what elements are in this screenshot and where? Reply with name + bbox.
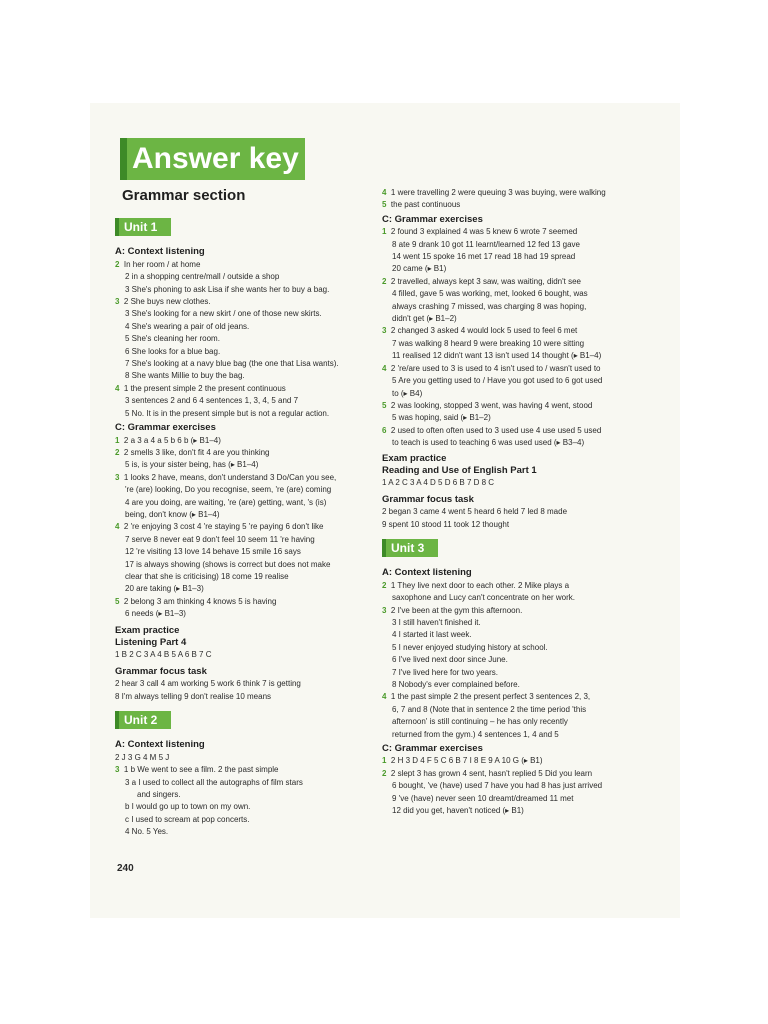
answer-line: 2 J 3 G 4 M 5 J bbox=[115, 752, 170, 762]
answer-line: 3 She's looking for a new skirt / one of those new skirts. bbox=[125, 309, 322, 319]
section-title: Grammar section bbox=[122, 187, 246, 204]
answer-line: to teach is used to teaching 6 was used used (▸ B3–4) bbox=[392, 438, 585, 448]
answer-line: 20 are taking (▸ B1–3) bbox=[125, 584, 204, 594]
unit2-context-heading: A: Context listening bbox=[115, 739, 205, 751]
answer-line: 4 2 're/are used to 3 is used to 4 isn't used to / wasn't used to bbox=[382, 363, 601, 373]
answer-line: 2 1 They live next door to each other. 2 Mike plays a bbox=[382, 580, 570, 590]
answer-line: saxophone and Lucy can't concentrate on her work. bbox=[392, 593, 575, 603]
answer-line: 14 went 15 spoke 16 met 17 read 18 had 19 spread bbox=[392, 252, 576, 262]
answer-line: 8 Nobody's ever complained before. bbox=[392, 680, 520, 690]
answer-line: 4 No. 5 Yes. bbox=[125, 827, 169, 837]
answer-line: 6 She looks for a blue bag. bbox=[125, 346, 221, 356]
answer-line: 2 In her room / at home bbox=[115, 259, 201, 269]
answer-line: 9 spent 10 stood 11 took 12 thought bbox=[382, 519, 510, 529]
left-column bbox=[115, 216, 375, 839]
listening-heading: Listening Part 4 bbox=[115, 637, 187, 648]
answer-line: c I used to scream at pop concerts. bbox=[125, 814, 250, 824]
answer-line: 6 needs (▸ B1–3) bbox=[125, 609, 186, 619]
answer-line: 2 2 smells 3 like, don't fit 4 are you thinking bbox=[115, 447, 270, 457]
answer-line: 5 No. It is in the present simple but is not a regular action. bbox=[125, 408, 330, 418]
answer-line: to (▸ B4) bbox=[392, 388, 423, 398]
reading-heading: Reading and Use of English Part 1 bbox=[382, 464, 537, 476]
right-column bbox=[382, 187, 652, 818]
answer-line: returned from the gym.) 4 sentences 1, 4 and 5 bbox=[392, 729, 559, 739]
answer-line: 12 did you get, haven't noticed (▸ B1) bbox=[392, 806, 524, 816]
answer-line: 3 sentences 2 and 6 4 sentences 1, 3, 4, 5 and 7 bbox=[125, 396, 299, 406]
answer-line: 3 2 She buys new clothes. bbox=[115, 297, 211, 307]
answer-line: b I would go up to town on my own. bbox=[125, 802, 251, 812]
answer-line: 5 is, is your sister being, has (▸ B1–4) bbox=[125, 460, 259, 470]
unit1-context-heading: A: Context listening bbox=[115, 246, 205, 258]
title-banner bbox=[120, 138, 305, 180]
answer-line: 1 2 a 3 a 4 a 5 b 6 b (▸ B1–4) bbox=[115, 435, 221, 445]
title-accent-bar bbox=[120, 138, 127, 180]
answer-line: 7 I've lived here for two years. bbox=[392, 667, 499, 677]
answer-line: and singers. bbox=[137, 790, 181, 800]
answer-line: 4 are you doing, are waiting, 're (are) getting, want, 's (is) bbox=[125, 497, 327, 507]
answer-line: 12 're visiting 13 love 14 behave 15 smile 16 says bbox=[125, 547, 301, 557]
answer-line: 7 She's looking at a navy blue bag (the one that Lisa wants). bbox=[125, 359, 339, 369]
answer-line: 5 2 belong 3 am thinking 4 knows 5 is having bbox=[115, 596, 277, 606]
answer-line: 3 1 looks 2 have, means, don't understand 3 Do/Can you see, bbox=[115, 472, 337, 482]
answer-line: 5 I never enjoyed studying history at school. bbox=[392, 642, 548, 652]
answer-line: 6 I've lived next door since June. bbox=[392, 655, 508, 665]
answer-line: 4 I started it last week. bbox=[392, 630, 472, 640]
answer-line: 11 realised 12 didn't want 13 isn't used 14 thought (▸ B1–4) bbox=[392, 351, 602, 361]
answer-line: 2 in a shopping centre/mall / outside a shop bbox=[125, 272, 280, 282]
answer-line: 4 1 were travelling 2 were queuing 3 was buying, were walking bbox=[382, 188, 606, 197]
unit3-context-heading: A: Context listening bbox=[382, 567, 472, 579]
answer-line: 6 2 used to often often used to 3 used use 4 use used 5 used bbox=[382, 425, 602, 435]
grammar-focus-heading: Grammar focus task bbox=[115, 665, 207, 677]
answer-line: 5 Are you getting used to / Have you got used to 6 got used bbox=[392, 376, 603, 386]
answer-line: 1 2 H 3 D 4 F 5 C 6 B 7 I 8 E 9 A 10 G (▸ B1) bbox=[382, 756, 543, 766]
answer-line: 3 I still haven't finished it. bbox=[392, 618, 481, 627]
answer-line: 4 filled, gave 5 was working, met, looked 6 bought, was bbox=[392, 289, 588, 299]
grammar-focus-heading: Grammar focus task bbox=[382, 493, 474, 505]
answer-line: 5 was hoping, said (▸ B1–2) bbox=[392, 413, 491, 423]
answer-key-page bbox=[90, 103, 680, 918]
answer-line: 1 2 found 3 explained 4 was 5 knew 6 wrote 7 seemed bbox=[382, 227, 578, 237]
answer-line: 7 was walking 8 heard 9 were breaking 10 were sitting bbox=[392, 338, 585, 348]
answer-line: 8 ate 9 drank 10 got 11 learnt/learned 12 fed 13 gave bbox=[392, 239, 580, 249]
answer-line: 2 2 travelled, always kept 3 saw, was waiting, didn't see bbox=[382, 276, 581, 286]
answer-line: 5 2 was looking, stopped 3 went, was having 4 went, stood bbox=[382, 400, 593, 410]
answer-line: clear that she is criticising) 18 come 19 realise bbox=[125, 571, 289, 581]
answer-line: 4 1 the present simple 2 the present continuous bbox=[115, 383, 286, 393]
answer-line: 5 She's cleaning her room. bbox=[125, 334, 220, 344]
unit2-grammar-heading: C: Grammar exercises bbox=[382, 213, 483, 225]
answer-line: 3 a I used to collect all the autographs of film stars bbox=[125, 777, 303, 787]
answer-line: 7 serve 8 never eat 9 don't feel 10 seem 11 're having bbox=[125, 534, 315, 544]
answer-line: 4 She's wearing a pair of old jeans. bbox=[125, 321, 250, 331]
answer-line: 're (are) looking, Do you recognise, seem, 're (are) coming bbox=[125, 485, 332, 495]
unit-2-badge: Unit 2 bbox=[115, 711, 171, 729]
answer-line: 6, 7 and 8 (Note that in sentence 2 the time period 'this bbox=[392, 704, 587, 714]
answer-line: afternoon' is still continuing – he has only recently bbox=[392, 717, 568, 727]
answer-line: 3 She's phoning to ask Lisa if she wants her to buy a bag. bbox=[125, 284, 330, 294]
exam-practice-heading: Exam practice bbox=[382, 452, 447, 464]
answer-line: 17 is always showing (shows is correct but does not make bbox=[125, 559, 331, 569]
answer-line: 5 the past continuous bbox=[382, 200, 461, 210]
answer-line: didn't get (▸ B1–2) bbox=[392, 314, 457, 324]
answer-line: 3 1 b We went to see a film. 2 the past simple bbox=[115, 765, 279, 775]
answer-line: always crashing 7 missed, was charging 8 was hoping, bbox=[392, 301, 587, 311]
listening-answers: 1 B 2 C 3 A 4 B 5 A 6 B 7 C bbox=[115, 650, 212, 660]
answer-line: 3 2 I've been at the gym this afternoon. bbox=[382, 605, 523, 615]
page-number: 240 bbox=[117, 863, 134, 874]
answer-line: 2 hear 3 call 4 am working 5 work 6 think 7 is getting bbox=[115, 679, 301, 689]
answer-line: 2 began 3 came 4 went 5 heard 6 held 7 led 8 made bbox=[382, 507, 568, 517]
answer-line: 20 came (▸ B1) bbox=[392, 264, 447, 274]
page-title: Answer key bbox=[132, 142, 299, 175]
answer-line: 8 I'm always telling 9 don't realise 10 means bbox=[115, 691, 272, 701]
unit3-grammar-heading: C: Grammar exercises bbox=[382, 743, 483, 755]
answer-line: 4 1 the past simple 2 the present perfect 3 sentences 2, 3, bbox=[382, 692, 591, 702]
unit-1-badge: Unit 1 bbox=[115, 218, 171, 236]
answer-line: 9 've (have) never seen 10 dreamt/dreamed 11 met bbox=[392, 793, 574, 803]
answer-line: 6 bought, 've (have) used 7 have you had 8 has just arrived bbox=[392, 781, 603, 791]
answer-line: 2 2 slept 3 has grown 4 sent, hasn't replied 5 Did you learn bbox=[382, 768, 593, 778]
exam-practice-heading: Exam practice bbox=[115, 624, 180, 636]
answer-line: being, don't know (▸ B1–4) bbox=[125, 509, 220, 519]
unit1-grammar-heading: C: Grammar exercises bbox=[115, 422, 216, 434]
unit-3-badge: Unit 3 bbox=[382, 539, 438, 557]
answer-line: 4 2 're enjoying 3 cost 4 're staying 5 're paying 6 don't like bbox=[115, 522, 324, 532]
answer-line: 3 2 changed 3 asked 4 would lock 5 used to feel 6 met bbox=[382, 326, 578, 336]
answer-line: 8 She wants Millie to buy the bag. bbox=[125, 371, 245, 381]
reading-answers: 1 A 2 C 3 A 4 D 5 D 6 B 7 D 8 C bbox=[382, 478, 495, 488]
